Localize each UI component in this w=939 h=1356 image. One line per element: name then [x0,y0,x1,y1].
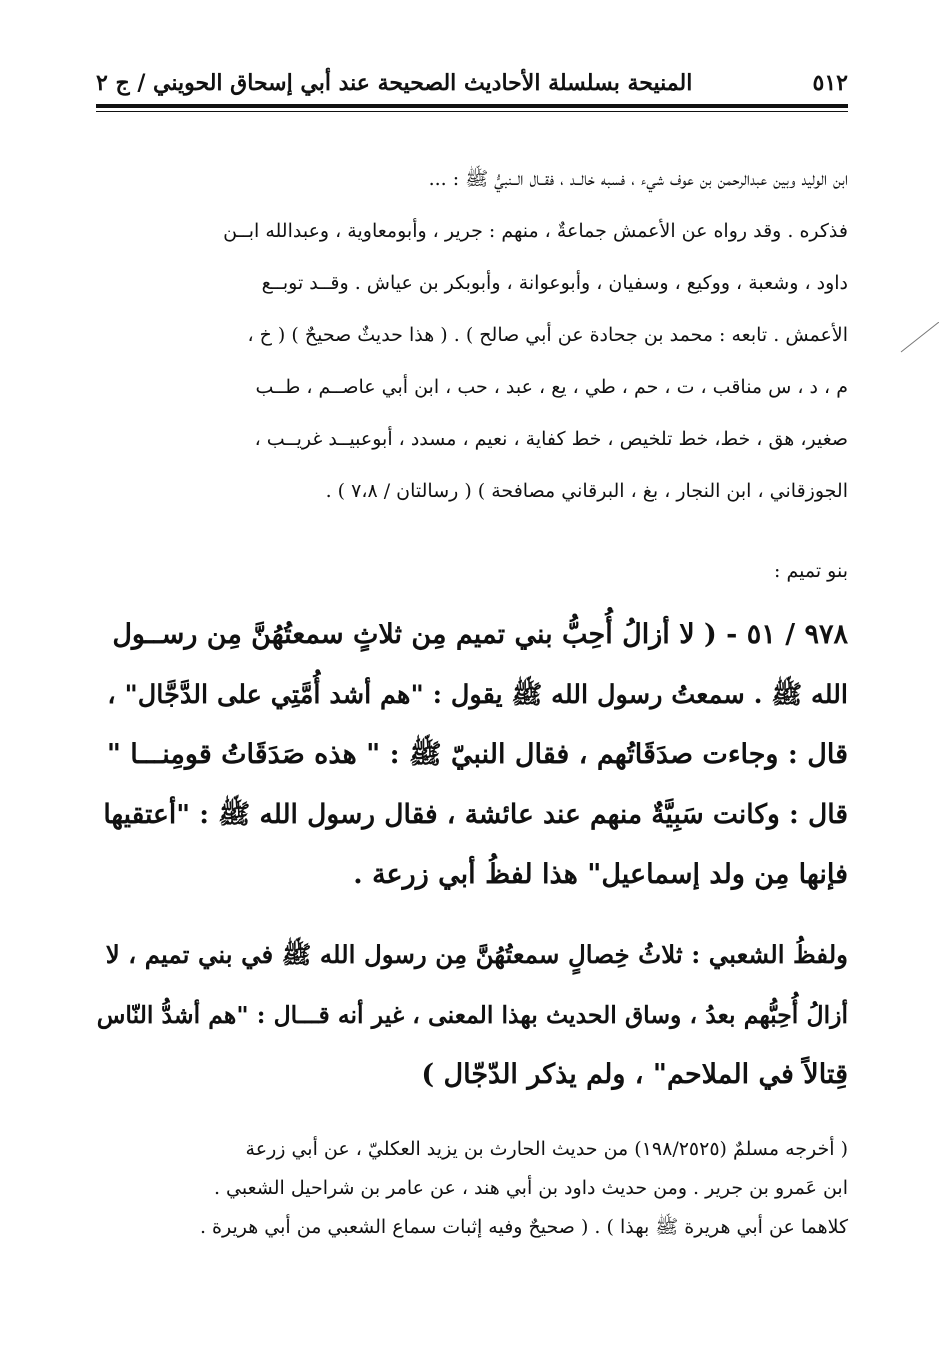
scan-stray-line [899,322,939,362]
header-rule-thin [96,111,848,112]
section-heading-text: بنو تميم : [774,560,848,582]
header-rule-thick [96,104,848,108]
hadith-line-4: قال : وكانت سَبِيَّةٌ منهم عند عائشة ، فقال رسول الله ﷺ : "أعتقيها [103,799,848,830]
intro-line-4: الأعمش . تابعه : محمد بن جحادة عن أبي صالح ) . ( هذا حديثٌ صحيحٌ ) ( خ ، [247,324,848,346]
intro-line-5: م ، د ، س مناقب ، ت ، حم ، طي ، يع ، عبد ، حب ، ابن أبي عاصــم ، طــب [255,376,848,398]
hadith-line-2: الله ﷺ . سمعتُ رسول الله ﷺ يقول : "هم أشد أُمَّتِي على الدَّجَّال" ، [107,680,848,710]
intro-line-7: الجوزقاني ، ابن النجار ، بغ ، البرقاني مصافحة ) ( رسالتان / ٧،٨ ) . [325,480,848,502]
hadith-line-3: قال : وجاءت صدَقَاتُهم ، فقال النبيّ ﷺ : " هذه صَدَقَاتُ قومِنـــا " [106,739,848,770]
intro-line-6: صغير، هق ، خط، خط تلخيص ، خط كفاية ، نعيم ، مسدد ، أبوعبيــد غريــب ، [254,428,848,450]
page-number: ٥١٢ [812,70,848,96]
takhrij-note [96,1130,848,1247]
shabi-line-2: أزالُ أُحِبُّهم بعدُ ، وساق الحديث بهذا المعنى ، غير أنه قـــال : "هم أشدُّ النّاس [96,1001,848,1029]
shabi-line-3: قِتالاً في الملاحم" ، ولم يذكر الدّجّال ) [421,1059,848,1090]
intro-line-3: داود ، وشعبة ، ووكيع ، وسفيان ، وأبوعوانة ، وأبوبكر بن عياش . وقــد توبــع [261,272,848,294]
section-heading [96,545,848,597]
hadith-text [96,605,848,905]
hadith-line-5: فإنها مِن ولد إسماعيل" هذا لفظُ أبي زرعة . [353,859,848,890]
intro-paragraph [96,153,848,517]
hadith-line-1: ٩٧٨ / ٥١ - ( لا أزالُ أُحِبُّ بني تميم مِن ثلاثٍ سمعتُهُنَّ مِن رســول [112,619,848,650]
intro-line-1: ابن الوليد وبين عبدالرحمن بن عوف شيء ، فسبه خالــد ، فقــال الــنبيُّ ﷺ : ... [428,168,848,190]
running-head [96,58,848,108]
running-head-title: المنيحة بسلسلة الأحاديث الصحيحة عند أبي إسحاق الحويني / ج ٢ [96,70,693,96]
takhrij-line-2: ابن عَمرو بن جرير . ومن حديث داود بن أبي هند ، عن عامر بن شراحيل الشعبي . [213,1177,848,1199]
takhrij-line-3: كلاهما عن أبي هريرة ﷺ بهذا ) . ( صحيحٌ وفيه إثبات سماع الشعبي من أبي هريرة . [199,1216,848,1238]
intro-line-2: فذكره . وقد رواه عن الأعمش جماعةٌ ، منهم : جرير ، وأبومعاوية ، وعبدالله ابــن [223,220,848,242]
shabi-paragraph [96,925,848,1105]
shabi-line-1: ولفظُ الشعبي : ثلاثُ خِصالٍ سمعتُهُنَّ مِن رسول الله ﷺ في بني تميم ، لا [105,940,848,969]
takhrij-line-1: ( أخرجه مسلمٌ (١٩٨/٢٥٢٥) من حديث الحارث بن يزيد العكليّ ، عن أبي زرعة [245,1138,848,1160]
